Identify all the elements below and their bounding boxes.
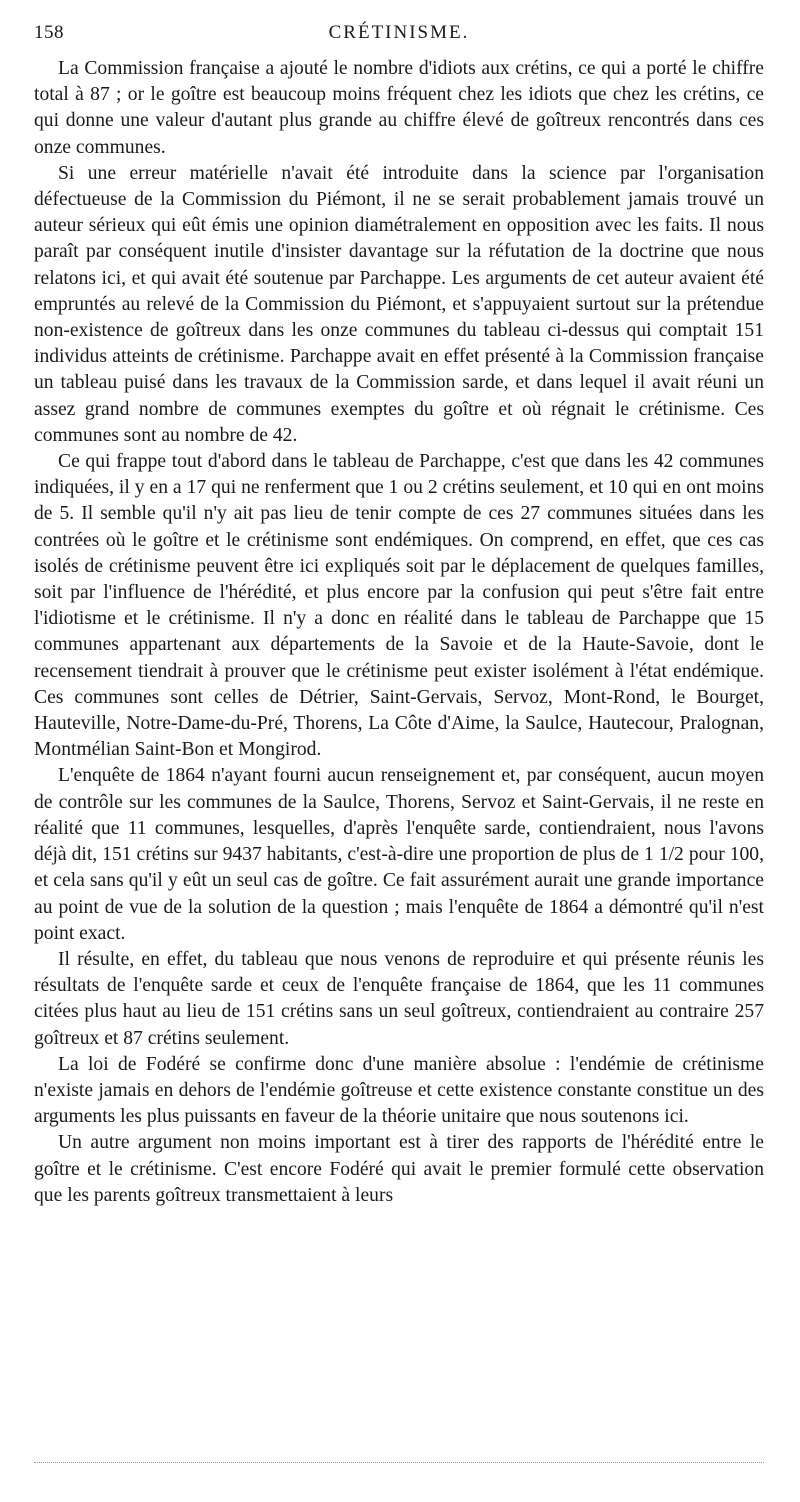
paragraph: Il résulte, en effet, du tableau que nous venons de reproduire et qui présente réunis les résultats de l'enquête sarde et ceux de l'enquête française de 1864, que les 11 communes citées plus haut au lieu de 151 crétins sans un seul goîtreux, contiendraient au contraire 257 goîtreux et 87 crétins seulement. xyxy=(34,948,764,1049)
paragraph: Si une erreur matérielle n'avait été introduite dans la science par l'organisation défectueuse de la Commission du Piémont, il ne se serait probablement jamais trouvé un auteur sérieux qui eût émis une opinion diamétralement en opposition avec les faits. Il nous paraît par conséquent inutile d'insister davantage sur la réfutation de la doctrine que nous relatons ici, et qui avait été soutenue par Parchappe. Les arguments de cet auteur avaient été empruntés au relevé de la Commission du Piémont, et s'appuyaient surtout sur la prétendue non-existence de goîtreux dans les onze communes du tableau ci-dessus qui comptait 151 individus atteints de crétinisme. Parchappe avait en effet présenté à la Commission française un tableau puisé dans les travaux de la Commission sarde, et dans lequel il avait réuni un assez grand nombre de communes exemptes du goître et où régnait le crétinisme. Ces communes sont au nombre de 42. xyxy=(34,162,764,446)
book-page xyxy=(34,22,764,1209)
paragraph: Ce qui frappe tout d'abord dans le tableau de Parchappe, c'est que dans les 42 communes indiquées, il y en a 17 qui ne renferment que 1 ou 2 crétins seulement, et 10 qui en ont moins de 5. Il semble qu'il n'y ait pas lieu de tenir compte de ces 27 communes situées dans les contrées où le goître et le crétinisme sont endémiques. On comprend, en effet, que ces cas isolés de crétinisme peuvent être ici expliqués soit par le déplacement de quelques familles, soit par l'influence de l'hérédité, et plus encore par la confusion qui peut s'être fait entre l'idiotisme et le crétinisme. Il n'y a donc en réalité dans le tableau de Parchappe que 15 communes appartenant aux départements de la Savoie et de la Haute-Savoie, dont le recensement tiendrait à prouver que le crétinisme peut exister isolément à l'état endémique. Ces communes sont celles de Détrier, Saint-Gervais, Servoz, Mont-Rond, le Bourget, Hauteville, Notre-Dame-du-Pré, Thorens, La Côte d'Aime, la Saulce, Hautecour, Pralognan, Montmélian Saint-Bon et Mongirod. xyxy=(34,451,764,761)
paragraph: La loi de Fodéré se confirme donc d'une manière absolue : l'endémie de crétinisme n'existe jamais en dehors de l'endémie goîtreuse et cette existence constante constitue un des arguments les plus puissants en faveur de la théorie unitaire que nous soutenons ici. xyxy=(34,1053,764,1128)
paragraph: L'enquête de 1864 n'ayant fourni aucun renseignement et, par conséquent, aucun moyen de contrôle sur les communes de la Saulce, Thorens, Servoz et Saint-Gervais, il ne reste en réalité que 11 communes, lesquelles, d'après l'enquête sarde, contiendraient, nous l'avons déjà dit, 151 crétins sur 9437 habitants, c'est-à-dire une proportion de plus de 1 1/2 pour 100, et cela sans qu'il y eût un seul cas de goître. Ce fait assurément aurait une grande importance au point de vue de la solution de la question ; mais l'enquête de 1864 a démontré qu'il n'est point exact. xyxy=(34,765,764,944)
running-head xyxy=(34,22,764,56)
body-text xyxy=(34,56,764,1209)
paragraph: Un autre argument non moins important est à tirer des rapports de l'hérédité entre le goître et le crétinisme. C'est encore Fodéré qui avait le premier formulé cette observation que les parents goîtreux transmettaient à leurs xyxy=(34,1132,764,1206)
page-number: 158 xyxy=(34,22,64,43)
paragraph: La Commission française a ajouté le nombre d'idiots aux crétins, ce qui a porté le chiffre total à 87 ; or le goître est beaucoup moins fréquent chez les idiots que chez les crétins, ce qui donne une valeur d'autant plus grande au chiffre élevé de goîtreux rencontrés dans ces onze communes. xyxy=(34,58,764,158)
running-title: CRÉTINISME. xyxy=(328,22,470,43)
footer-divider xyxy=(34,1462,764,1463)
